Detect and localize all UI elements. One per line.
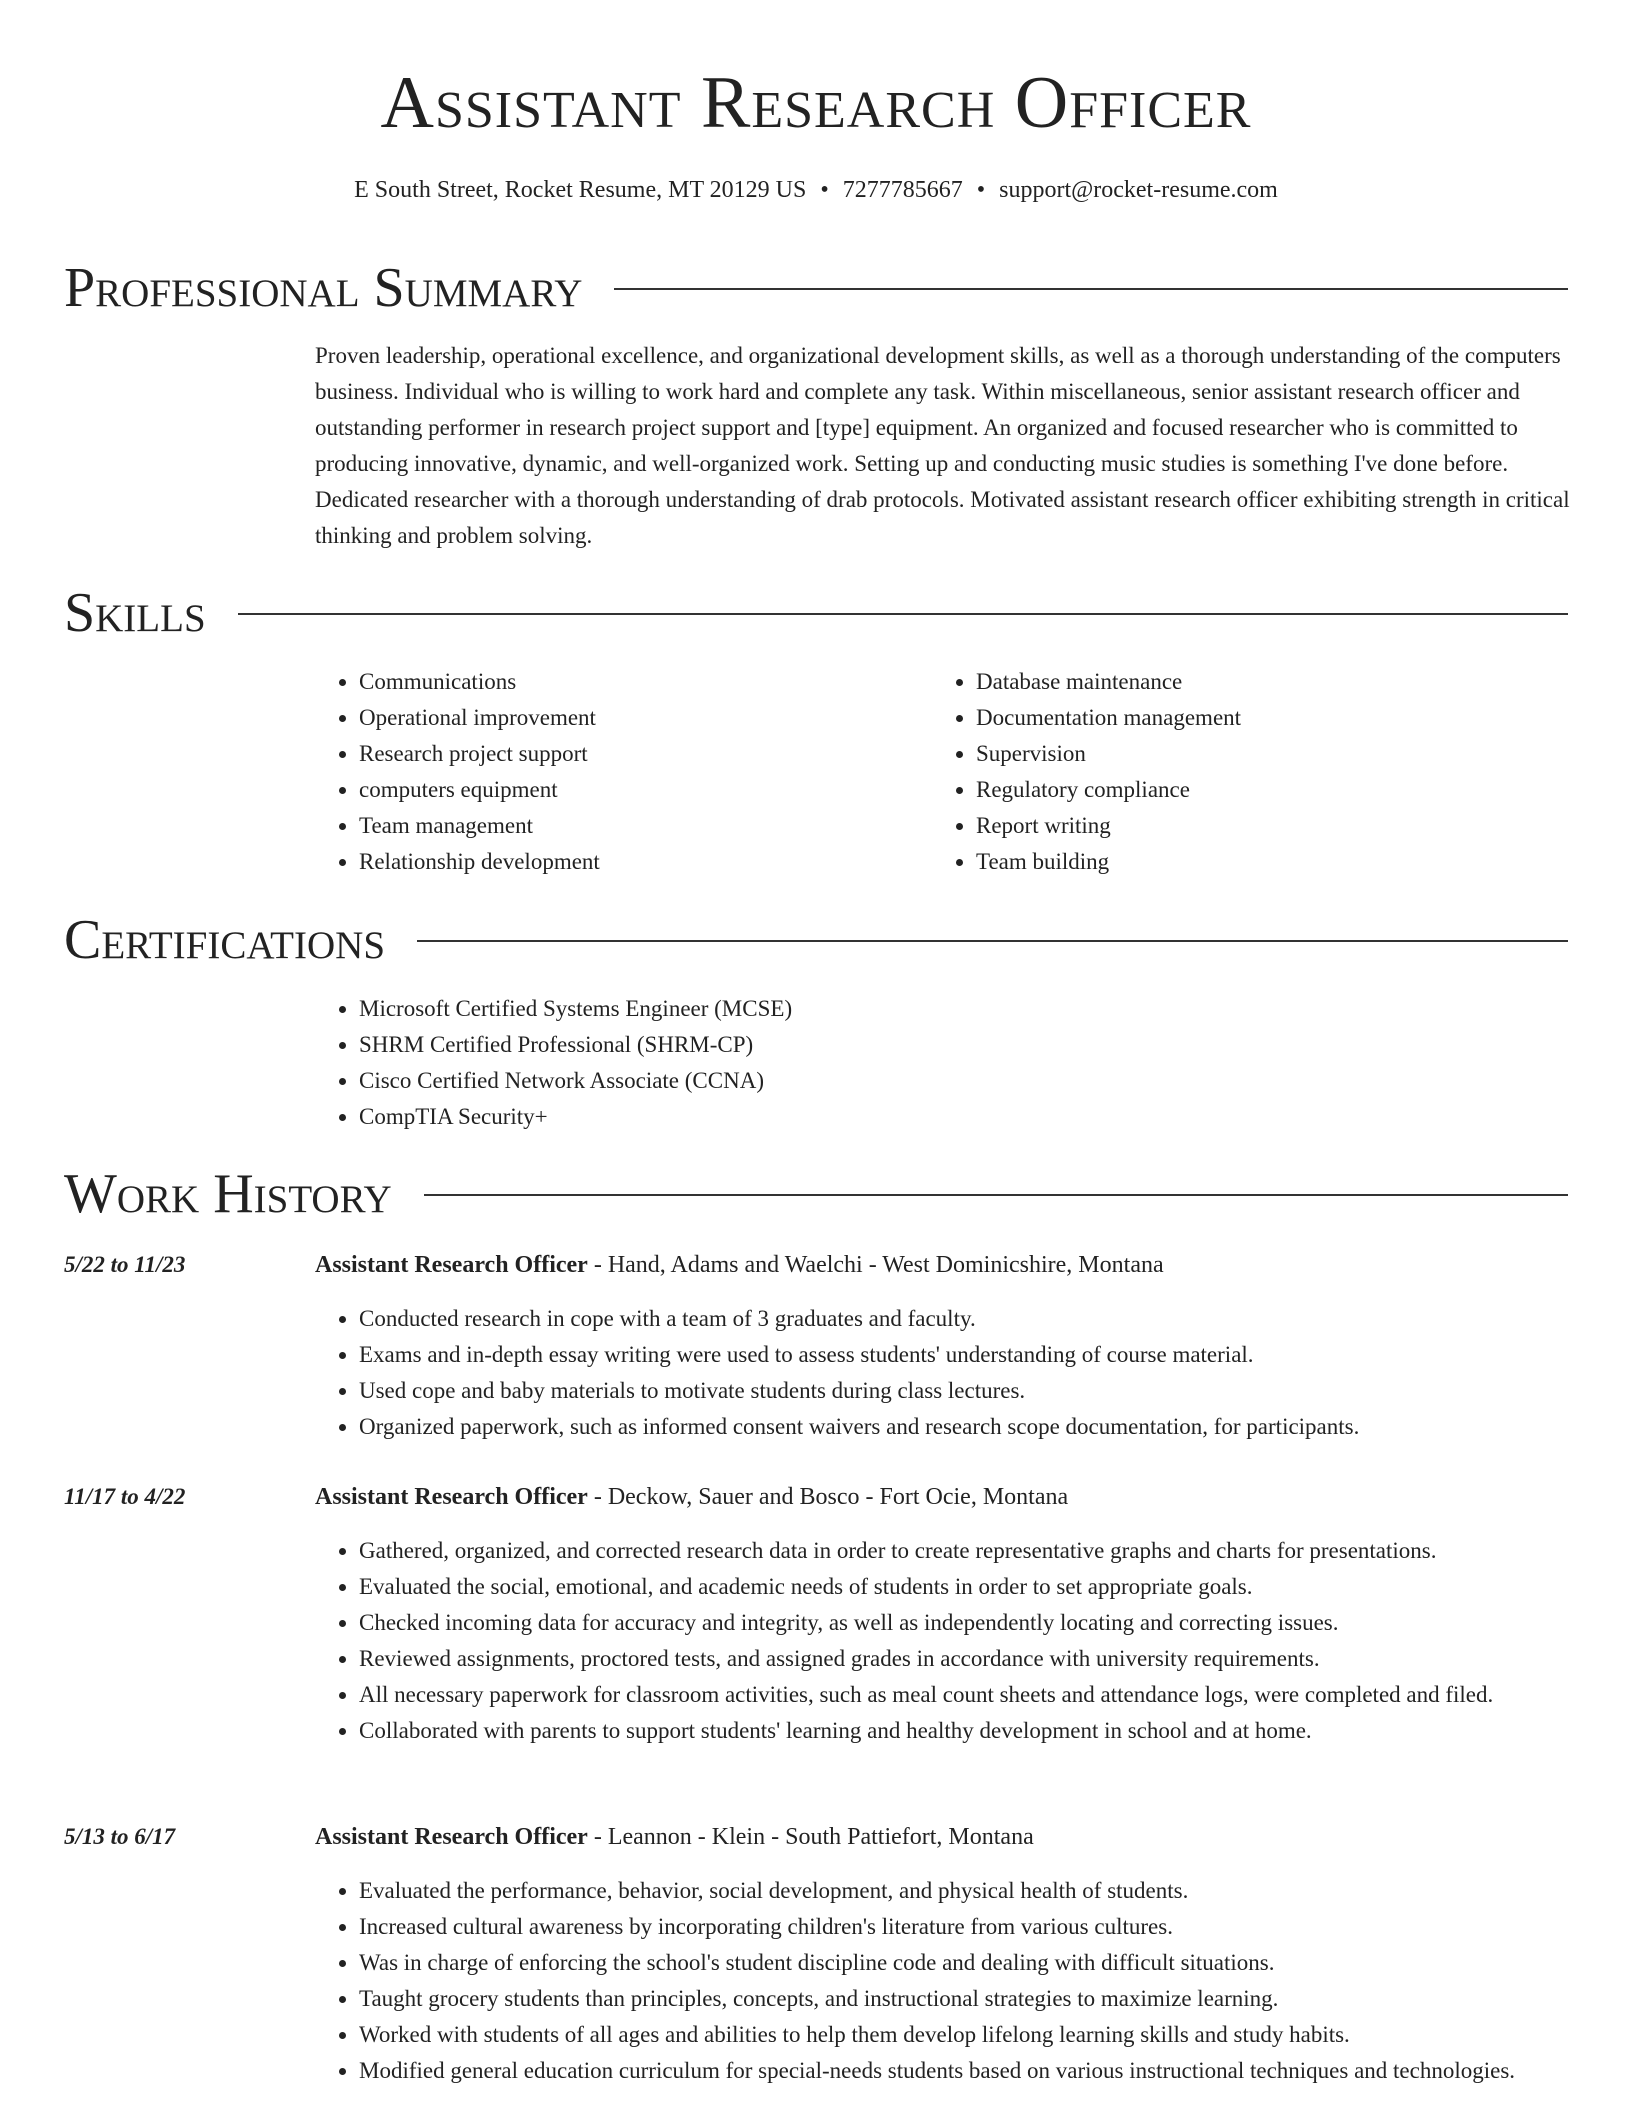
resume-name: Assistant Research Officer xyxy=(380,62,1252,144)
job-bullets xyxy=(315,1533,1568,1749)
certification-item: • Cisco Certified Network Associate (CCNA) xyxy=(359,1063,792,1099)
skill-item: • Team management xyxy=(359,808,600,844)
certification-item: • Microsoft Certified Systems Engineer (MCSE) xyxy=(359,991,792,1027)
skill-item: • Research project support xyxy=(359,736,600,772)
job-bullet: • Reviewed assignments, proctored tests, and assigned grades in accordance with university requirements. xyxy=(359,1641,1568,1677)
job-title-line xyxy=(315,1819,1034,1855)
job-dates: 11/17 to 4/22 xyxy=(64,1484,186,1509)
job-title: Assistant Research Officer xyxy=(315,1824,588,1850)
job-details: - Deckow, Sauer and Bosco - Fort Ocie, Montana xyxy=(587,1484,1069,1510)
job-bullet: • Used cope and baby materials to motivate students during class lectures. xyxy=(359,1373,1568,1409)
section-heading: Professional Summary xyxy=(64,257,583,319)
job-bullet: • Collaborated with parents to support students' learning and healthy development in school and at home. xyxy=(359,1713,1568,1749)
job-bullet: • Worked with students of all ages and abilities to help them develop lifelong learning skills and study habits. xyxy=(359,2017,1568,2053)
job-bullet: • Increased cultural awareness by incorporating children's literature from various cultures. xyxy=(359,1909,1568,1945)
skill-item: • Documentation management xyxy=(976,700,1241,736)
skills-column-left xyxy=(315,664,600,880)
section-divider xyxy=(238,613,1568,615)
job-bullets xyxy=(315,1301,1568,1445)
section-divider xyxy=(614,288,1568,290)
skill-item: • Communications xyxy=(359,664,600,700)
job-dates: 5/13 to 6/17 xyxy=(64,1824,176,1849)
section-heading: Skills xyxy=(64,582,206,644)
job-bullet: • Evaluated the social, emotional, and academic needs of students in order to set appropriate goals. xyxy=(359,1569,1568,1605)
job-bullet: • Modified general education curriculum for special-needs students based on various instructional techniques and technologies. xyxy=(359,2053,1568,2089)
skill-item: • Report writing xyxy=(976,808,1241,844)
skill-item: • Supervision xyxy=(976,736,1241,772)
skill-item: • computers equipment xyxy=(359,772,600,808)
job-title: Assistant Research Officer xyxy=(315,1484,588,1510)
contact-line xyxy=(0,174,1632,206)
job-title-line xyxy=(315,1479,1068,1515)
job-bullet: • Evaluated the performance, behavior, social development, and physical health of students. xyxy=(359,1873,1568,1909)
section-header-work-history xyxy=(64,1162,1568,1226)
skill-item: • Relationship development xyxy=(359,844,600,880)
contact-address: E South Street, Rocket Resume, MT 20129 US xyxy=(354,177,807,203)
job-bullet: • All necessary paperwork for classroom activities, such as meal count sheets and attendance logs, were completed and filed. xyxy=(359,1677,1568,1713)
job-title-line xyxy=(315,1247,1164,1283)
job-bullet: • Checked incoming data for accuracy and integrity, as well as independently locating and correcting issues. xyxy=(359,1605,1568,1641)
section-header-summary xyxy=(64,256,1568,320)
contact-phone: 7277785667 xyxy=(842,177,963,203)
job-bullet: • Gathered, organized, and corrected research data in order to create representative graphs and charts for presentations. xyxy=(359,1533,1568,1569)
job-details: - Leannon - Klein - South Pattiefort, Montana xyxy=(587,1824,1034,1850)
section-divider xyxy=(417,940,1568,942)
section-heading: Work History xyxy=(64,1163,392,1225)
skills-column-right xyxy=(932,664,1241,880)
job-details: - Hand, Adams and Waelchi - West Dominicshire, Montana xyxy=(587,1252,1164,1278)
contact-email: support@rocket-resume.com xyxy=(999,177,1278,203)
section-header-skills xyxy=(64,581,1568,645)
skill-item: • Team building xyxy=(976,844,1241,880)
job-bullet: • Taught grocery students than principles, concepts, and instructional strategies to maximize learning. xyxy=(359,1981,1568,2017)
job-bullets xyxy=(315,1873,1568,2089)
skill-item: • Operational improvement xyxy=(359,700,600,736)
contact-separator: • xyxy=(976,177,986,203)
section-header-certifications xyxy=(64,908,1568,972)
job-bullet: • Conducted research in cope with a team of 3 graduates and faculty. xyxy=(359,1301,1568,1337)
job-dates: 5/22 to 11/23 xyxy=(64,1252,186,1277)
summary-text: Proven leadership, operational excellence, and organizational development skills, as well as a thorough understanding of the computers business. Individual who is willing to work hard and complete any task. Within miscellaneous, senior assistant research officer and outstanding performer in research project support and [type] equipment. An organized and focused researcher who is committed to producing innovative, dynamic, and well-organized work. Setting up and conducting music studies is something I've done before. Dedicated researcher with a thorough understanding of drab protocols. Motivated assistant research officer exhibiting strength in critical thinking and problem solving. xyxy=(315,343,1570,548)
skill-item: • Regulatory compliance xyxy=(976,772,1241,808)
certification-item: • SHRM Certified Professional (SHRM-CP) xyxy=(359,1027,792,1063)
contact-separator: • xyxy=(820,177,829,203)
certifications-list xyxy=(315,991,792,1135)
job-bullet: • Organized paperwork, such as informed consent waivers and research scope documentation, for participants. xyxy=(359,1409,1568,1445)
job-title: Assistant Research Officer xyxy=(315,1252,588,1278)
job-bullet: • Was in charge of enforcing the school's student discipline code and dealing with difficult situations. xyxy=(359,1945,1568,1981)
skill-item: • Database maintenance xyxy=(976,664,1241,700)
section-heading: Certifications xyxy=(64,909,386,971)
job-bullet: • Exams and in-depth essay writing were used to assess students' understanding of course material. xyxy=(359,1337,1568,1373)
section-divider xyxy=(424,1194,1568,1196)
certification-item: • CompTIA Security+ xyxy=(359,1099,792,1135)
